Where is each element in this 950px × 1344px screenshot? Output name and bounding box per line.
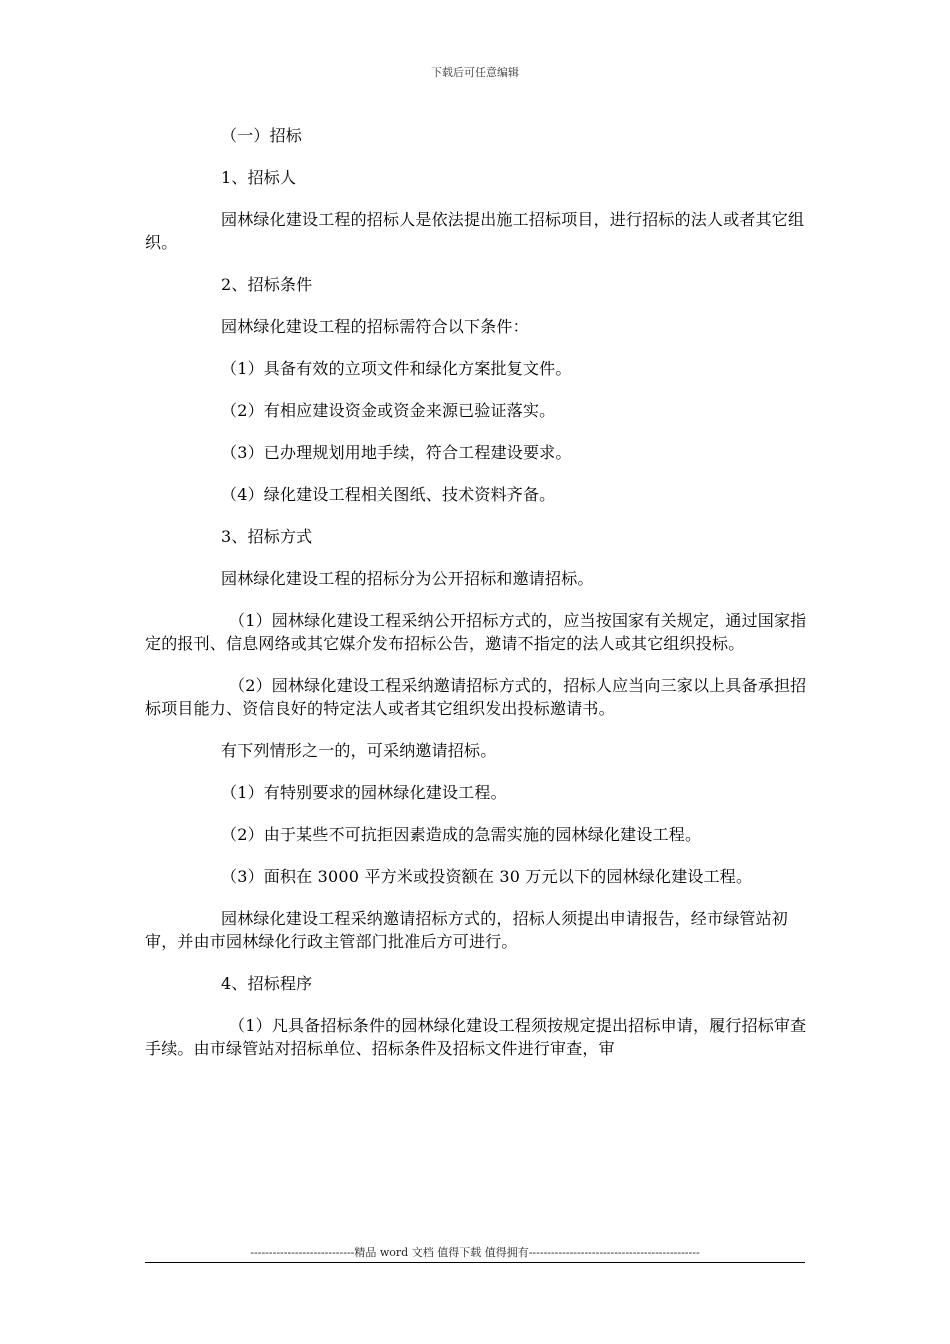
paragraph: 2、招标条件 — [221, 275, 313, 294]
paragraph: （3）面积在 3000 平方米或投资额在 30 万元以下的园林绿化建设工程。 — [221, 867, 753, 886]
footer-divider — [145, 1262, 805, 1263]
page-footer: ----------------------------精品 word 文档 值得下载 值得拥有---------------------------------------------- — [250, 1246, 700, 1259]
paragraph: （4）绿化建设工程相关图纸、技术资料齐备。 — [221, 485, 556, 504]
paragraph: 园林绿化建设工程的招标人是依法提出施工招标项目，进行招标的法人或者其它组织。 — [145, 210, 805, 252]
paragraph: （2）园林绿化建设工程采纳邀请招标方式的，招标人应当向三家以上具备承担招标项目能力、资信良好的特定法人或者其它组织发出投标邀请书。 — [145, 676, 807, 718]
paragraph: （3）已办理规划用地手续，符合工程建设要求。 — [221, 443, 572, 462]
paragraph: 有下列情形之一的，可采纳邀请招标。 — [221, 741, 497, 760]
paragraph: 园林绿化建设工程采纳邀请招标方式的，招标人须提出申请报告，经市绿管站初审，并由市园林绿化行政主管部门批准后方可进行。 — [145, 909, 789, 951]
paragraph: 4、招标程序 — [221, 974, 313, 993]
paragraph: （1）凡具备招标条件的园林绿化建设工程须按规定提出招标申请，履行招标审查手续。由市绿管站对招标单位、招标条件及招标文件进行审查，审 — [145, 1016, 807, 1058]
paragraph: （1）具备有效的立项文件和绿化方案批复文件。 — [221, 359, 572, 378]
document-body — [145, 124, 810, 1079]
paragraph: （1）有特别要求的园林绿化建设工程。 — [221, 783, 507, 802]
paragraph: （一）招标 — [221, 126, 303, 145]
page-header: 下载后可任意编辑 — [431, 66, 519, 79]
paragraph: （2）由于某些不可抗拒因素造成的急需实施的园林绿化建设工程。 — [221, 825, 702, 844]
paragraph: （2）有相应建设资金或资金来源已验证落实。 — [221, 401, 556, 420]
paragraph: （1）园林绿化建设工程采纳公开招标方式的，应当按国家有关规定，通过国家指定的报刊、信息网络或其它媒介发布招标公告，邀请不指定的法人或其它组织投标。 — [145, 611, 807, 653]
paragraph: 3、招标方式 — [221, 527, 313, 546]
paragraph: 1、招标人 — [221, 168, 297, 187]
paragraph: 园林绿化建设工程的招标分为公开招标和邀请招标。 — [221, 569, 594, 588]
paragraph: 园林绿化建设工程的招标需符合以下条件： — [221, 317, 529, 336]
